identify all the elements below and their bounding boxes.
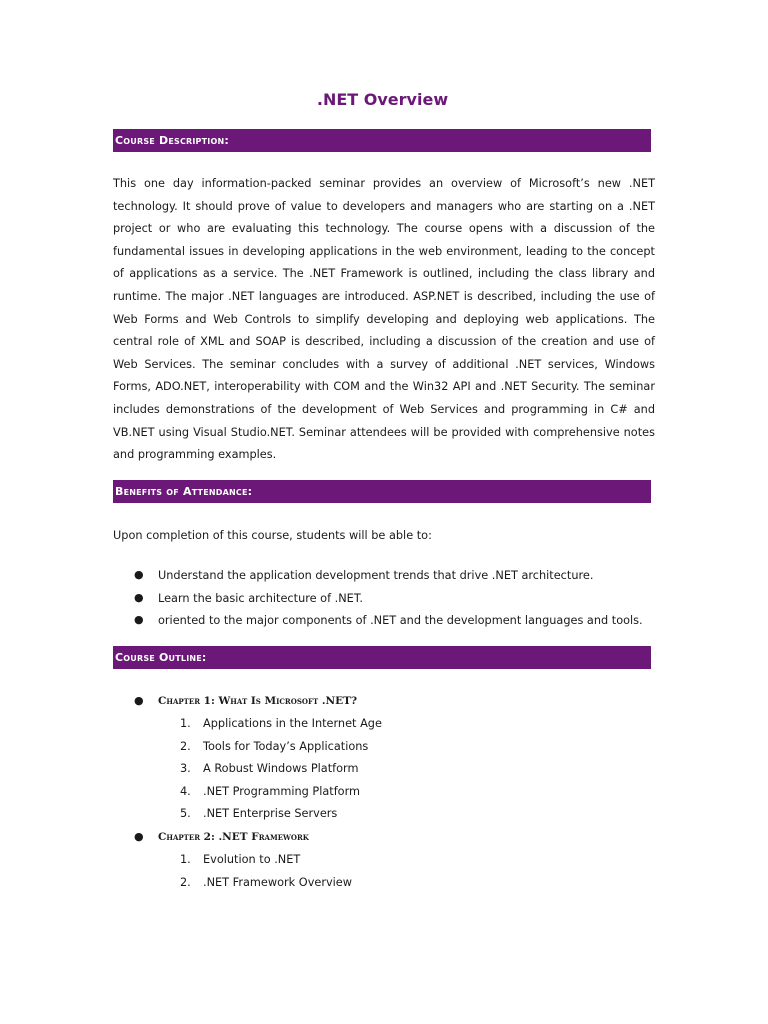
bullet-icon: ● [134, 568, 144, 581]
course-outline-heading: Course Outline: [113, 646, 651, 669]
chapter-title: Chapter 1: What Is Microsoft .NET? [158, 695, 358, 707]
benefits-heading: Benefits of Attendance: [113, 480, 651, 503]
course-description-text: This one day information-packed seminar provides an overview of Microsoft’s new .NET technology. It should prove of value to developers and managers who are starting on a .NET project or who are evaluating this technology. The course opens with a discussion of the fundamental issues in developing applications in the web environment, leading to the concept of applications as a service. The .NET Framework is outlined, including the class library and runtime. The major .NET languages are introduced. ASP.NET is described, including the use of Web Forms and Web Controls to simplify developing and deploying web applications. The central role of XML and SOAP is described, including a discussion of the creation and use of Web Services. The seminar concludes with a survey of additional .NET services, Windows Forms, ADO.NET, interoperability with COM and the Win32 API and .NET Security. The seminar includes demonstrations of the development of Web Services and programming in C# and VB.NET using Visual Studio.NET. Seminar attendees will be provided with comprehensive notes and programming examples. [113, 177, 655, 462]
benefits-intro: Upon completion of this course, students will be able to: [113, 529, 432, 542]
chapter-title: Chapter 2: .NET Framework [158, 831, 309, 843]
bullet-icon: ● [134, 591, 144, 604]
page-title: .NET Overview [316, 90, 449, 109]
bullet-icon: ● [134, 830, 144, 843]
bullet-icon: ● [134, 613, 144, 626]
course-description-heading: Course Description: [113, 129, 651, 152]
bullet-icon: ● [134, 694, 144, 707]
